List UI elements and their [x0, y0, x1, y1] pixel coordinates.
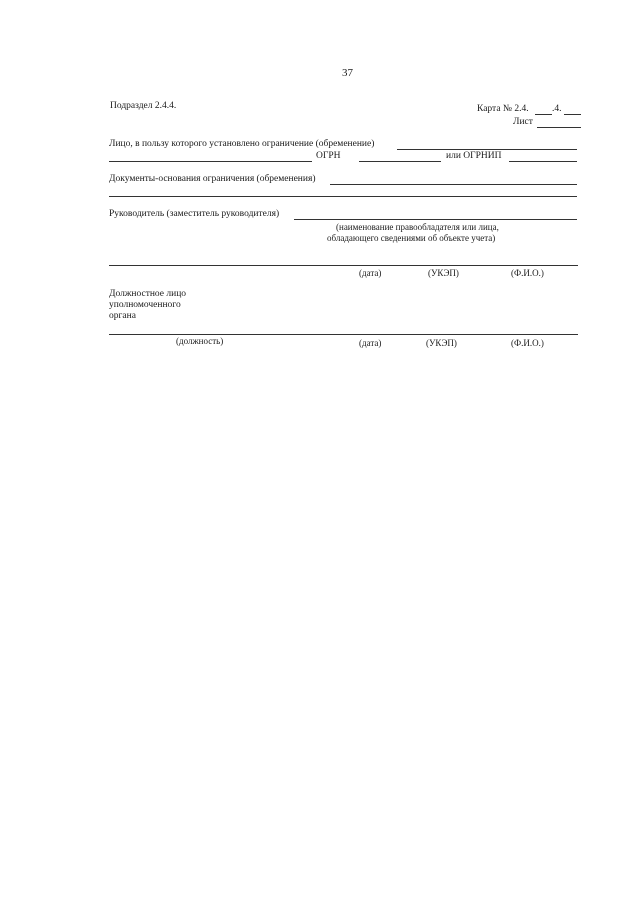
signature-2-date-label: (дата) [359, 338, 382, 348]
official-label-line-3: органа [109, 311, 136, 321]
signature-1-ukep-label: (УКЭП) [428, 268, 459, 278]
signature-2-name-label: (Ф.И.О.) [511, 338, 544, 348]
card-number-prefix: Карта № 2.4. [477, 104, 529, 114]
signature-line-1[interactable] [109, 265, 578, 266]
head-label: Руководитель (заместитель руководителя) [109, 209, 280, 219]
signature-1-date-label: (дата) [359, 268, 382, 278]
signature-2-position-label: (должность) [176, 336, 224, 346]
beneficiary-field[interactable] [397, 149, 577, 150]
official-label-line-2: уполномоченного [109, 300, 181, 310]
ogrnip-label: или ОГРНИП [446, 151, 502, 161]
card-number-blank-2[interactable] [564, 114, 581, 115]
beneficiary-label: Лицо, в пользу которого установлено ограничение (обременение) [109, 139, 375, 149]
ogrn-field[interactable] [359, 161, 441, 162]
signature-line-2[interactable] [109, 334, 578, 335]
documents-label: Документы-основания ограничения (обременения) [109, 174, 316, 184]
sheet-number-blank[interactable] [537, 127, 581, 128]
head-field[interactable] [294, 219, 577, 220]
page-number: 37 [342, 67, 353, 79]
sheet-label: Лист [513, 117, 533, 127]
head-hint-line-2: обладающего сведениями об объекте учета) [327, 233, 496, 243]
documents-field-continuation[interactable] [109, 196, 577, 197]
ogrnip-field[interactable] [509, 161, 577, 162]
subsection-label: Подраздел 2.4.4. [110, 101, 177, 111]
ogrn-label: ОГРН [316, 151, 341, 161]
official-label-line-1: Должностное лицо [109, 289, 187, 299]
signature-2-ukep-label: (УКЭП) [426, 338, 457, 348]
beneficiary-field-continuation[interactable] [109, 161, 312, 162]
card-number-suffix: .4. [552, 104, 562, 114]
signature-1-name-label: (Ф.И.О.) [511, 268, 544, 278]
card-number-blank-1[interactable] [535, 114, 552, 115]
documents-field[interactable] [330, 184, 577, 185]
head-hint-line-1: (наименование правообладателя или лица, [336, 222, 499, 232]
